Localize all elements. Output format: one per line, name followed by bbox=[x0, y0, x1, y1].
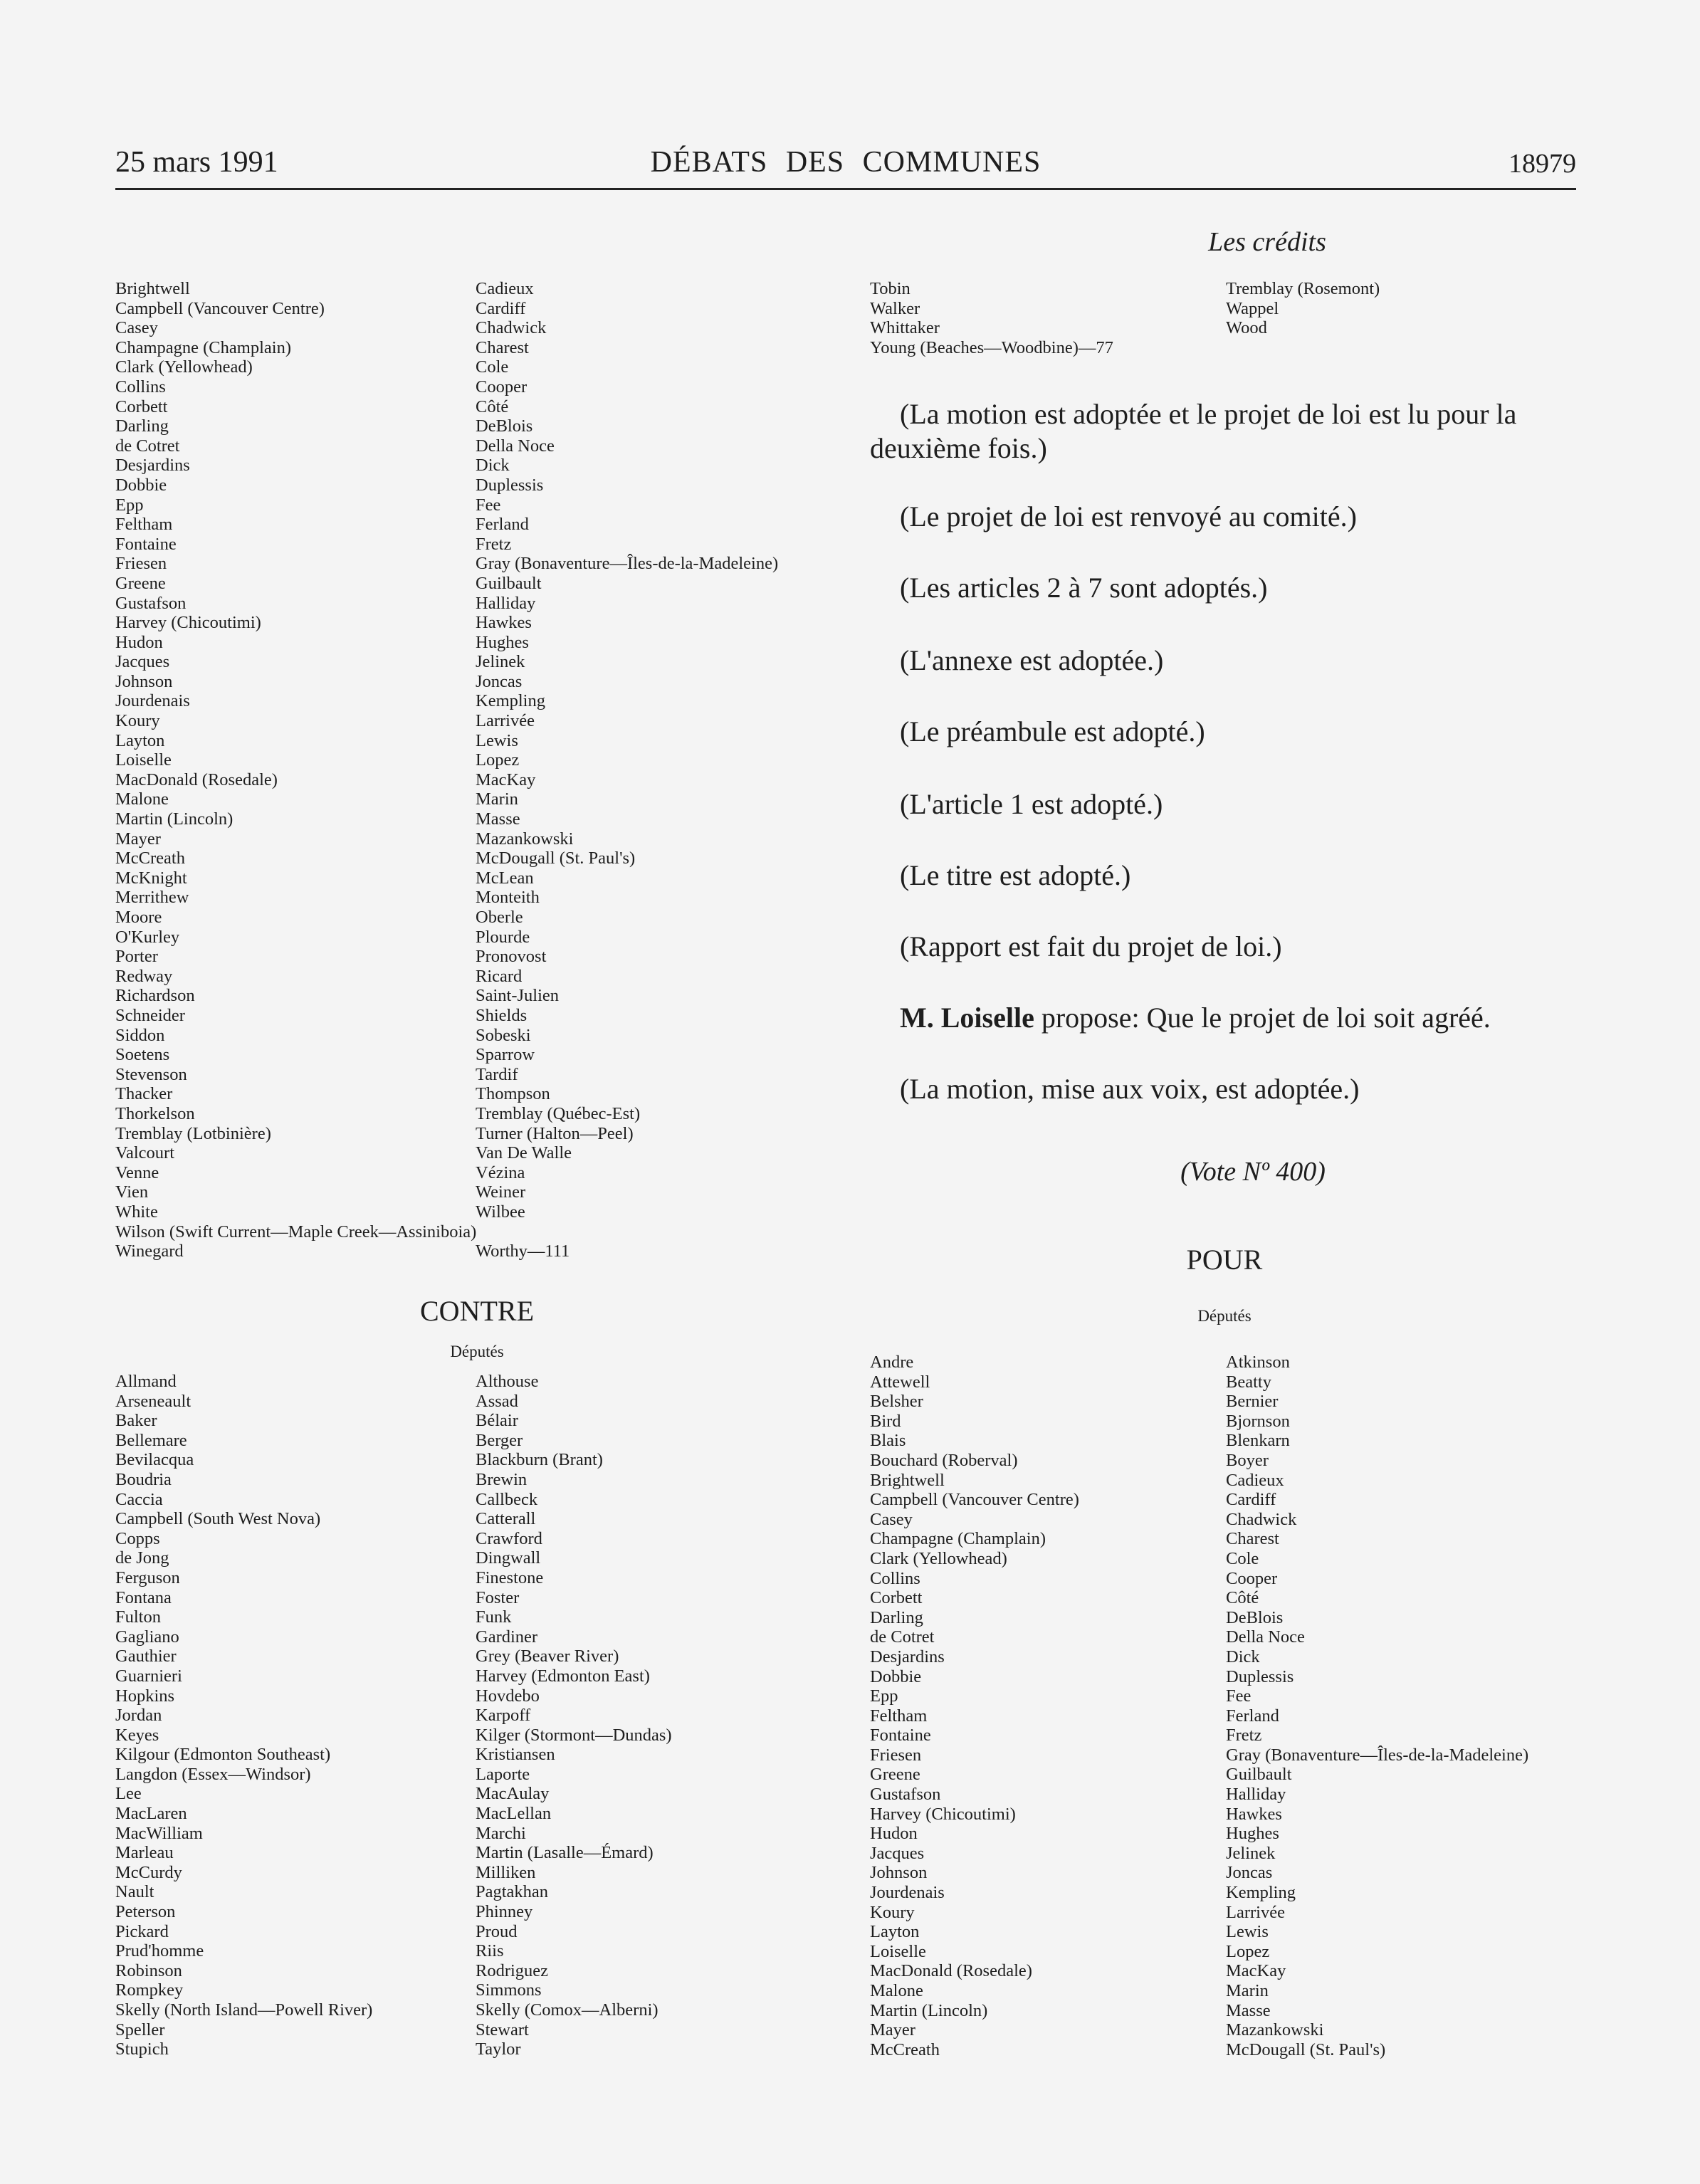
page-number: 18979 bbox=[1509, 149, 1576, 179]
member-name: Epp bbox=[870, 1686, 898, 1706]
member-name: Richardson bbox=[115, 986, 195, 1006]
member-name: Andre bbox=[870, 1353, 914, 1372]
member-name: Gagliano bbox=[115, 1627, 179, 1647]
member-name: Martin (Lincoln) bbox=[870, 2000, 988, 2020]
member-name: Gray (Bonaventure—Îles-de-la-Madeleine) bbox=[1226, 1745, 1529, 1765]
member-name: Gustafson bbox=[870, 1785, 941, 1805]
vote-number: (Vote Nº 400) bbox=[1180, 1157, 1326, 1187]
member-name: Feltham bbox=[115, 515, 173, 535]
member-name: Wappel bbox=[1226, 298, 1279, 318]
member-name: Côté bbox=[476, 397, 509, 416]
member-name: Johnson bbox=[870, 1863, 928, 1883]
member-name: Allmand bbox=[115, 1372, 177, 1391]
member-name: MacKay bbox=[1226, 1961, 1286, 1981]
member-name: Johnson bbox=[115, 671, 173, 691]
member-name: Mazankowski bbox=[476, 829, 574, 849]
member-name: Finestone bbox=[476, 1568, 544, 1587]
member-name: Darling bbox=[115, 416, 169, 436]
member-name: Porter bbox=[115, 947, 158, 967]
member-name: Clark (Yellowhead) bbox=[115, 357, 253, 377]
contre-heading: CONTRE bbox=[420, 1295, 534, 1327]
member-name: Berger bbox=[476, 1430, 523, 1450]
member-name: Tremblay (Lotbinière) bbox=[115, 1123, 271, 1143]
pour-col1 bbox=[870, 1353, 1079, 2059]
member-name: Langdon (Essex—Windsor) bbox=[115, 1764, 311, 1784]
member-name: Masse bbox=[476, 809, 520, 829]
member-name: Gray (Bonaventure—Îles-de-la-Madeleine) bbox=[476, 554, 779, 574]
member-name: Mayer bbox=[870, 2020, 915, 2040]
member-name: Kempling bbox=[1226, 1883, 1296, 1903]
member-name: Jourdenais bbox=[870, 1883, 945, 1903]
member-name: Turner (Halton—Peel) bbox=[476, 1123, 634, 1143]
member-name: Lewis bbox=[476, 730, 518, 750]
member-name: Robinson bbox=[115, 1960, 182, 1980]
member-name: Hudon bbox=[870, 1824, 918, 1844]
member-name: Wood bbox=[1226, 318, 1267, 338]
member-name: Milliken bbox=[476, 1862, 536, 1882]
proceeding-para-7: (Le titre est adopté.) bbox=[900, 859, 1131, 891]
member-name: Thompson bbox=[476, 1084, 550, 1104]
header-date: 25 mars 1991 bbox=[115, 146, 278, 179]
member-name: Dingwall bbox=[476, 1548, 541, 1568]
member-name: Marchi bbox=[476, 1823, 526, 1843]
member-name: Hovdebo bbox=[476, 1686, 540, 1706]
left-top-col1 bbox=[115, 279, 476, 1261]
member-name: Bellemare bbox=[115, 1430, 187, 1450]
member-name: Gardiner bbox=[476, 1627, 538, 1647]
member-name: Simmons bbox=[476, 1980, 542, 2000]
member-name: McDougall (St. Paul's) bbox=[1226, 2039, 1386, 2059]
member-name: Saint-Julien bbox=[476, 986, 560, 1006]
contre-col2 bbox=[476, 1372, 672, 2059]
member-name: Gustafson bbox=[115, 593, 187, 613]
member-name: Venne bbox=[115, 1162, 159, 1182]
member-name: Fontana bbox=[115, 1587, 172, 1607]
proceeding-para-9: M. Loiselle propose: Que le projet de loi soit agréé. bbox=[900, 1002, 1491, 1034]
member-name: Kristiansen bbox=[476, 1745, 555, 1765]
member-name: Fontaine bbox=[115, 534, 177, 554]
member-name: Siddon bbox=[115, 1025, 165, 1045]
member-name: Ferland bbox=[476, 515, 529, 535]
member-name: Campbell (Vancouver Centre) bbox=[115, 298, 325, 318]
member-name: O'Kurley bbox=[115, 927, 180, 947]
member-name: Bevilacqua bbox=[115, 1450, 194, 1470]
member-name: Gauthier bbox=[115, 1647, 177, 1666]
pour-col2 bbox=[1226, 1353, 1528, 2059]
member-name: Feltham bbox=[870, 1706, 928, 1726]
member-name: Ferguson bbox=[115, 1568, 180, 1587]
member-name: Cole bbox=[1226, 1548, 1259, 1568]
member-name: Halliday bbox=[1226, 1785, 1286, 1805]
contre-col1 bbox=[115, 1372, 372, 2059]
member-name: Young (Beaches—Woodbine)—77 bbox=[870, 337, 1113, 357]
member-name: Kilgour (Edmonton Southeast) bbox=[115, 1745, 331, 1765]
member-name: Pronovost bbox=[476, 947, 547, 967]
member-name: Koury bbox=[870, 1902, 915, 1922]
member-name: Plourde bbox=[476, 927, 530, 947]
member-name: Stupich bbox=[115, 2039, 169, 2059]
member-name: Fee bbox=[476, 495, 501, 515]
member-name: Redway bbox=[115, 966, 173, 986]
member-name: Desjardins bbox=[870, 1647, 945, 1666]
pour-heading: POUR bbox=[1186, 1244, 1263, 1276]
member-name: Van De Walle bbox=[476, 1143, 572, 1163]
member-name: Brewin bbox=[476, 1469, 528, 1489]
member-name: Mazankowski bbox=[1226, 2020, 1324, 2040]
member-name: Clark (Yellowhead) bbox=[870, 1548, 1007, 1568]
member-name: Monteith bbox=[476, 888, 540, 908]
member-name: Blais bbox=[870, 1431, 906, 1451]
member-name: Fontaine bbox=[870, 1726, 931, 1745]
member-name: Pickard bbox=[115, 1921, 169, 1941]
member-name: Stevenson bbox=[115, 1064, 187, 1084]
proceeding-para-10: (La motion, mise aux voix, est adoptée.) bbox=[900, 1073, 1360, 1105]
member-name: Bjornson bbox=[1226, 1411, 1290, 1431]
member-name: Jelinek bbox=[476, 652, 525, 672]
member-name: Catterall bbox=[476, 1509, 536, 1529]
left-top-col2 bbox=[476, 279, 778, 1261]
contre-subheading: Députés bbox=[450, 1343, 504, 1360]
member-name: Proud bbox=[476, 1921, 518, 1941]
member-name: Hawkes bbox=[476, 613, 532, 633]
member-name: Harvey (Chicoutimi) bbox=[870, 1804, 1016, 1824]
member-name: Kempling bbox=[476, 691, 545, 711]
member-name: Vien bbox=[115, 1182, 149, 1202]
member-name: Marleau bbox=[115, 1843, 174, 1863]
member-name: DeBlois bbox=[476, 416, 533, 436]
member-name: MacDonald (Rosedale) bbox=[115, 770, 278, 789]
member-name: Laporte bbox=[476, 1764, 530, 1784]
member-name: Ferland bbox=[1226, 1706, 1279, 1726]
member-name: Wilson (Swift Current—Maple Creek—Assiniboia) bbox=[115, 1222, 477, 1241]
member-name: Jourdenais bbox=[115, 691, 190, 711]
member-name: Larrivée bbox=[476, 711, 535, 731]
member-name: Caccia bbox=[115, 1489, 163, 1509]
member-name: Champagne (Champlain) bbox=[115, 337, 291, 357]
member-name: Wilbee bbox=[476, 1202, 525, 1222]
member-name: Hughes bbox=[1226, 1824, 1279, 1844]
member-name: Moore bbox=[115, 908, 162, 927]
member-name: Kilger (Stormont—Dundas) bbox=[476, 1725, 672, 1745]
member-name: de Cotret bbox=[870, 1627, 935, 1647]
running-head: Les crédits bbox=[1208, 227, 1326, 257]
proceeding-para-1: (La motion est adoptée et le projet de loi est lu pour la deuxième fois.) bbox=[870, 398, 1517, 464]
member-name: Worthy—111 bbox=[476, 1241, 570, 1261]
member-name: Walker bbox=[870, 298, 920, 318]
member-name: Phinney bbox=[476, 1902, 533, 1922]
member-name: Casey bbox=[870, 1509, 913, 1529]
member-name: Darling bbox=[870, 1607, 923, 1627]
member-name: Jelinek bbox=[1226, 1843, 1276, 1863]
member-name: Collins bbox=[115, 377, 166, 397]
member-name: Boudria bbox=[115, 1469, 172, 1489]
member-name: Lopez bbox=[1226, 1941, 1270, 1961]
member-name: Koury bbox=[115, 711, 160, 731]
member-name: MacLaren bbox=[115, 1804, 187, 1824]
member-name: Bouchard (Roberval) bbox=[870, 1450, 1018, 1470]
member-name: Keyes bbox=[115, 1725, 159, 1745]
member-name: Corbett bbox=[870, 1588, 923, 1608]
member-name: Assad bbox=[476, 1391, 518, 1411]
page-header bbox=[115, 145, 1576, 188]
member-name: Lee bbox=[115, 1784, 142, 1804]
member-name: Marin bbox=[476, 789, 518, 809]
member-name: Collins bbox=[870, 1568, 920, 1588]
member-name: Sobeski bbox=[476, 1025, 531, 1045]
member-name bbox=[476, 1222, 778, 1242]
member-name: Layton bbox=[115, 730, 165, 750]
member-name: Fretz bbox=[1226, 1726, 1262, 1745]
member-name: Pagtakhan bbox=[476, 1882, 549, 1902]
member-name: Funk bbox=[476, 1607, 512, 1627]
member-name: Speller bbox=[115, 2020, 165, 2039]
member-name: Joncas bbox=[476, 671, 523, 691]
member-name: Harvey (Edmonton East) bbox=[476, 1666, 650, 1686]
member-name: Tremblay (Rosemont) bbox=[1226, 279, 1380, 298]
member-name: Lewis bbox=[1226, 1922, 1269, 1942]
member-name: Fulton bbox=[115, 1607, 161, 1627]
member-name: Marin bbox=[1226, 1981, 1269, 2000]
member-name: Whittaker bbox=[870, 318, 940, 338]
member-name: Atkinson bbox=[1226, 1353, 1290, 1372]
member-name: MacAulay bbox=[476, 1784, 550, 1804]
member-name: Bird bbox=[870, 1411, 901, 1431]
member-name: Loiselle bbox=[115, 750, 172, 770]
member-name: Grey (Beaver River) bbox=[476, 1647, 619, 1666]
member-name: Côté bbox=[1226, 1588, 1259, 1608]
member-name: Harvey (Chicoutimi) bbox=[115, 613, 261, 633]
member-name: Guarnieri bbox=[115, 1666, 182, 1686]
member-name: Belsher bbox=[870, 1392, 923, 1412]
member-name: Hopkins bbox=[115, 1686, 175, 1706]
member-name: Stewart bbox=[476, 2020, 529, 2039]
member-name: Cardiff bbox=[1226, 1490, 1276, 1510]
member-name: Rompkey bbox=[115, 1980, 184, 2000]
member-name: Malone bbox=[870, 1981, 923, 2000]
member-name: Friesen bbox=[115, 554, 167, 574]
member-name: Jacques bbox=[870, 1843, 925, 1863]
member-name: Merrithew bbox=[115, 888, 189, 908]
member-name: Hawkes bbox=[1226, 1804, 1282, 1824]
member-name: Bernier bbox=[1226, 1392, 1279, 1412]
member-name: Blenkarn bbox=[1226, 1431, 1290, 1451]
member-name: Charest bbox=[476, 337, 529, 357]
member-name: Jordan bbox=[115, 1706, 162, 1726]
member-name: Brightwell bbox=[115, 279, 190, 298]
member-name: Corbett bbox=[115, 397, 168, 416]
member-name: Della Noce bbox=[476, 436, 555, 456]
member-name: Desjardins bbox=[115, 456, 190, 476]
member-name: Layton bbox=[870, 1922, 920, 1942]
member-name: Nault bbox=[115, 1882, 154, 1902]
member-name: Martin (Lincoln) bbox=[115, 809, 234, 829]
member-name: Foster bbox=[476, 1587, 520, 1607]
member-name: Thacker bbox=[115, 1084, 173, 1104]
member-name: Soetens bbox=[115, 1045, 170, 1065]
member-name: Karpoff bbox=[476, 1706, 531, 1726]
member-name: Campbell (Vancouver Centre) bbox=[870, 1490, 1079, 1510]
member-name: Cardiff bbox=[476, 298, 526, 318]
member-name: Friesen bbox=[870, 1745, 922, 1765]
member-name: Beatty bbox=[1226, 1372, 1271, 1392]
member-name: Tobin bbox=[870, 279, 911, 298]
member-name: Duplessis bbox=[1226, 1666, 1294, 1686]
member-name: Oberle bbox=[476, 908, 523, 927]
member-name: Arseneault bbox=[115, 1391, 191, 1411]
member-name: Dobbie bbox=[870, 1666, 922, 1686]
proceeding-para-4: (L'annexe est adoptée.) bbox=[900, 644, 1164, 676]
member-name: Fee bbox=[1226, 1686, 1252, 1706]
member-name: Cole bbox=[476, 357, 509, 377]
member-name: Jacques bbox=[115, 652, 170, 672]
member-name: Larrivée bbox=[1226, 1902, 1285, 1922]
member-name: Vézina bbox=[476, 1162, 525, 1182]
member-name: Lopez bbox=[476, 750, 520, 770]
member-name: Riis bbox=[476, 1941, 504, 1961]
member-name: Copps bbox=[115, 1528, 160, 1548]
member-name: de Jong bbox=[115, 1548, 169, 1568]
proceeding-para-2: (Le projet de loi est renvoyé au comité.) bbox=[900, 500, 1357, 532]
member-name: Prud'homme bbox=[115, 1941, 204, 1961]
member-name: Shields bbox=[476, 1005, 528, 1025]
member-name: Chadwick bbox=[476, 318, 547, 338]
member-name: Duplessis bbox=[476, 475, 544, 495]
member-name: Baker bbox=[115, 1411, 157, 1431]
member-name: Chadwick bbox=[1226, 1509, 1297, 1529]
member-name: McCreath bbox=[870, 2039, 940, 2059]
member-name: Loiselle bbox=[870, 1941, 926, 1961]
member-name: DeBlois bbox=[1226, 1607, 1284, 1627]
member-name: Cadieux bbox=[1226, 1470, 1284, 1490]
member-name: Bélair bbox=[476, 1411, 518, 1431]
member-name: MacDonald (Rosedale) bbox=[870, 1961, 1032, 1981]
member-name: Epp bbox=[115, 495, 144, 515]
member-name: Brightwell bbox=[870, 1470, 945, 1490]
member-name: MacKay bbox=[476, 770, 536, 789]
member-name: Boyer bbox=[1226, 1450, 1269, 1470]
member-name: Tremblay (Québec-Est) bbox=[476, 1103, 641, 1123]
member-name: Winegard bbox=[115, 1241, 184, 1261]
member-name: Attewell bbox=[870, 1372, 930, 1392]
member-name: Joncas bbox=[1226, 1863, 1273, 1883]
member-name: Hughes bbox=[476, 632, 529, 652]
member-name: Hudon bbox=[115, 632, 163, 652]
header-rule bbox=[115, 188, 1576, 190]
member-name: Fretz bbox=[476, 534, 512, 554]
member-name: Martin (Lasalle—Émard) bbox=[476, 1843, 654, 1863]
member-name: Weiner bbox=[476, 1182, 526, 1202]
member-name: Campbell (South West Nova) bbox=[115, 1509, 321, 1529]
member-name: Tardif bbox=[476, 1064, 518, 1084]
member-name: Champagne (Champlain) bbox=[870, 1529, 1046, 1549]
member-name: Della Noce bbox=[1226, 1627, 1305, 1647]
speaker-name: M. Loiselle bbox=[900, 1002, 1034, 1034]
proceeding-para-3: (Les articles 2 à 7 sont adoptés.) bbox=[900, 572, 1268, 604]
member-name: Dobbie bbox=[115, 475, 167, 495]
member-name: Peterson bbox=[115, 1902, 176, 1922]
header-title: DÉBATS DES COMMUNES bbox=[650, 146, 1041, 179]
member-name: Dick bbox=[1226, 1647, 1260, 1666]
member-name: Rodriguez bbox=[476, 1960, 549, 1980]
member-name: McCurdy bbox=[115, 1862, 182, 1882]
member-name: Althouse bbox=[476, 1372, 539, 1391]
member-name: Guilbault bbox=[1226, 1765, 1292, 1785]
right-top-col2 bbox=[1226, 279, 1380, 338]
proceeding-para-6: (L'article 1 est adopté.) bbox=[900, 788, 1163, 820]
member-name: McCreath bbox=[115, 849, 185, 868]
member-name: Cooper bbox=[1226, 1568, 1278, 1588]
member-name: Ricard bbox=[476, 966, 523, 986]
member-name: Malone bbox=[115, 789, 169, 809]
member-name: MacLellan bbox=[476, 1804, 552, 1824]
member-name: Schneider bbox=[115, 1005, 185, 1025]
member-name: Cooper bbox=[476, 377, 528, 397]
member-name: Skelly (Comox—Alberni) bbox=[476, 2000, 659, 2020]
member-name: Taylor bbox=[476, 2039, 521, 2059]
member-name: Greene bbox=[115, 573, 166, 593]
member-name: Thorkelson bbox=[115, 1103, 195, 1123]
member-name: Cadieux bbox=[476, 279, 534, 298]
member-name: Greene bbox=[870, 1765, 920, 1785]
member-name: Masse bbox=[1226, 2000, 1271, 2020]
member-name: Skelly (North Island—Powell River) bbox=[115, 2000, 373, 2020]
member-name: White bbox=[115, 1202, 158, 1222]
member-name: Valcourt bbox=[115, 1143, 174, 1163]
member-name: Callbeck bbox=[476, 1489, 538, 1509]
member-name: de Cotret bbox=[115, 436, 180, 456]
member-name: Dick bbox=[476, 456, 510, 476]
member-name: Charest bbox=[1226, 1529, 1279, 1549]
right-top-col1 bbox=[870, 279, 1113, 357]
member-name: Mayer bbox=[115, 829, 161, 849]
member-name: MacWilliam bbox=[115, 1823, 203, 1843]
member-name: McLean bbox=[476, 868, 534, 888]
member-name: Blackburn (Brant) bbox=[476, 1450, 603, 1470]
pour-subheading: Députés bbox=[1197, 1307, 1252, 1325]
member-name: Halliday bbox=[476, 593, 536, 613]
member-name: Crawford bbox=[476, 1528, 542, 1548]
member-name: Casey bbox=[115, 318, 158, 338]
proceeding-para-5: (Le préambule est adopté.) bbox=[900, 715, 1205, 747]
member-name: Sparrow bbox=[476, 1045, 535, 1065]
member-name: McDougall (St. Paul's) bbox=[476, 849, 636, 868]
proceeding-para-8: (Rapport est fait du projet de loi.) bbox=[900, 930, 1282, 962]
member-name: McKnight bbox=[115, 868, 187, 888]
member-name: Guilbault bbox=[476, 573, 542, 593]
